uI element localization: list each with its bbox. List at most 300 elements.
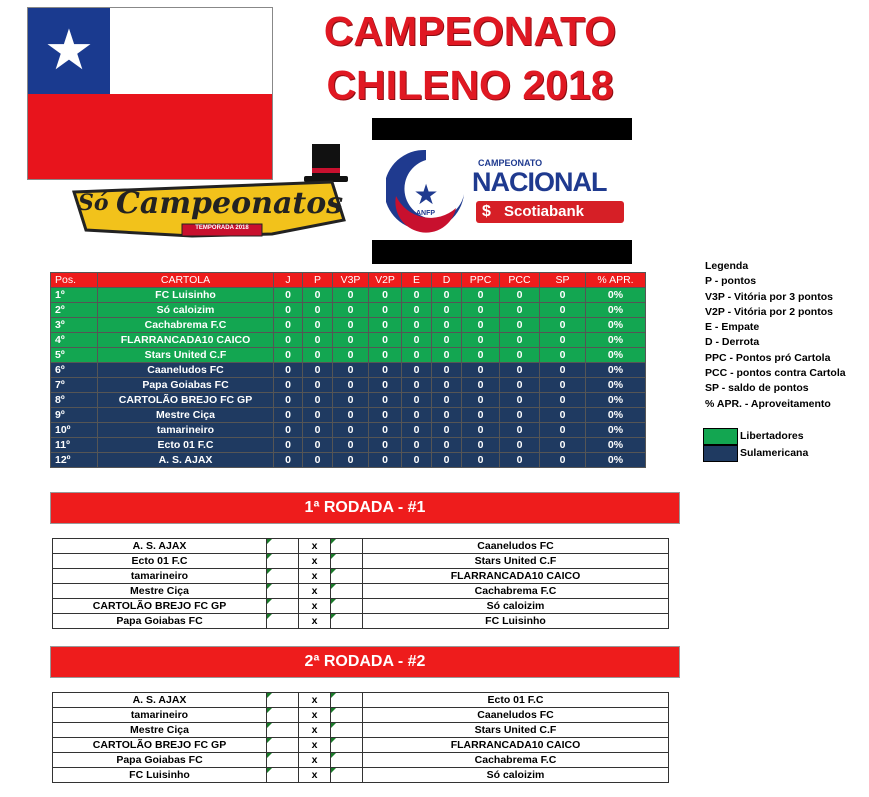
home-score-cell[interactable] [267,554,299,569]
comment-marker-icon [267,554,272,559]
anfp-emblem-icon [386,146,466,236]
cell-ppc: 0 [462,378,500,393]
cell-sp: 0 [540,423,586,438]
home-team: CARTOLÃO BREJO FC GP [53,738,267,753]
legend-item: PCC - pontos contra Cartola [705,367,846,380]
cell-v2p: 0 [369,363,402,378]
cell-pos: 10º [51,423,98,438]
cell-pcc: 0 [500,333,540,348]
cell-ppc: 0 [462,393,500,408]
logo-so-text: Só [78,190,109,216]
legend-item: V2P - Vitória por 2 pontos [705,305,833,318]
cell-apr: 0% [586,438,646,453]
cell-v2p: 0 [369,393,402,408]
page-title [300,4,640,112]
home-score-cell[interactable] [267,768,299,783]
round-1-body [53,539,669,629]
cell-ppc: 0 [462,423,500,438]
away-score-cell[interactable] [331,614,363,629]
logo-campeonatos-text: Campeonatos [116,186,344,221]
home-score-cell[interactable] [267,723,299,738]
cell-team: A. S. AJAX [98,453,274,468]
away-score-cell[interactable] [331,693,363,708]
cell-v3p: 0 [333,333,369,348]
cell-ppc: 0 [462,363,500,378]
cell-apr: 0% [586,363,646,378]
comment-marker-icon [267,768,272,773]
cell-ppc: 0 [462,333,500,348]
comment-marker-icon [267,753,272,758]
cell-p: 0 [303,333,333,348]
cell-apr: 0% [586,333,646,348]
cell-v2p: 0 [369,438,402,453]
cell-apr: 0% [586,318,646,333]
cell-d: 0 [432,393,462,408]
away-team: Cachabrema F.C [363,584,669,599]
comment-marker-icon [267,738,272,743]
cell-p: 0 [303,423,333,438]
cell-team: Stars United C.F [98,348,274,363]
cell-sp: 0 [540,393,586,408]
home-score-cell[interactable] [267,599,299,614]
cell-e: 0 [402,363,432,378]
cell-pcc: 0 [500,438,540,453]
cell-v3p: 0 [333,438,369,453]
cell-v3p: 0 [333,288,369,303]
libertadores-label: Libertadores [740,430,804,442]
cell-v2p: 0 [369,408,402,423]
standings-row [51,393,646,408]
cell-v3p: 0 [333,318,369,333]
cell-p: 0 [303,318,333,333]
standings-row [51,423,646,438]
logo-campeonato-label: CAMPEONATO [478,158,543,168]
cell-apr: 0% [586,378,646,393]
cell-pos: 8º [51,393,98,408]
round-1-games [52,538,669,629]
standings-table [50,272,646,468]
standings-row [51,378,646,393]
cell-sp: 0 [540,378,586,393]
away-score-cell[interactable] [331,584,363,599]
cell-pos: 1º [51,288,98,303]
logo-nacional-panel [372,140,632,240]
cell-j: 0 [274,408,303,423]
legend-item: P - pontos [705,275,757,288]
cell-p: 0 [303,438,333,453]
cell-sp: 0 [540,438,586,453]
cell-sp: 0 [540,333,586,348]
cell-v3p: 0 [333,453,369,468]
cell-pcc: 0 [500,408,540,423]
home-team: Papa Goiabas FC [53,614,267,629]
cell-e: 0 [402,423,432,438]
cell-d: 0 [432,438,462,453]
cell-j: 0 [274,453,303,468]
cell-pos: 12º [51,453,98,468]
cell-pcc: 0 [500,288,540,303]
standings-row [51,408,646,423]
game-row [53,708,669,723]
home-team: Papa Goiabas FC [53,753,267,768]
home-team: tamarineiro [53,708,267,723]
away-team: Só caloizim [363,768,669,783]
standings-row [51,453,646,468]
cell-team: tamarineiro [98,423,274,438]
cell-ppc: 0 [462,408,500,423]
comment-marker-icon [267,693,272,698]
cell-e: 0 [402,393,432,408]
cell-v3p: 0 [333,348,369,363]
cell-v2p: 0 [369,423,402,438]
away-team: Só caloizim [363,599,669,614]
cell-team: Só caloizim [98,303,274,318]
cell-p: 0 [303,303,333,318]
cell-pos: 9º [51,408,98,423]
vs-cell: x [299,753,331,768]
home-team: A. S. AJAX [53,693,267,708]
away-team: Caaneludos FC [363,539,669,554]
comment-marker-icon [331,554,336,559]
legend-item: D - Derrota [705,336,760,349]
cell-v2p: 0 [369,333,402,348]
legend-item: SP - saldo de pontos [705,382,809,395]
cell-v3p: 0 [333,408,369,423]
game-row [53,584,669,599]
header-cartola: CARTOLA [98,273,274,288]
cell-ppc: 0 [462,288,500,303]
standings-row [51,333,646,348]
legend-item: V3P - Vitória por 3 pontos [705,290,833,303]
header-apr: % APR. [586,273,646,288]
vs-cell: x [299,569,331,584]
cell-d: 0 [432,423,462,438]
home-score-cell[interactable] [267,584,299,599]
cell-v3p: 0 [333,393,369,408]
title-line-2: CHILENO 2018 [326,62,614,108]
cell-team: CARTOLÃO BREJO FC GP [98,393,274,408]
cell-team: Caaneludos FC [98,363,274,378]
away-team: Cachabrema F.C [363,753,669,768]
away-team: Ecto 01 F.C [363,693,669,708]
cell-team: Mestre Ciça [98,408,274,423]
campeonato-nacional-logo [372,118,632,264]
vs-cell: x [299,693,331,708]
vs-cell: x [299,614,331,629]
header-pos: Pos. [51,273,98,288]
comment-marker-icon [331,614,336,619]
header-pcc: PCC [500,273,540,288]
cell-sp: 0 [540,348,586,363]
cell-j: 0 [274,378,303,393]
cell-j: 0 [274,318,303,333]
home-score-cell[interactable] [267,693,299,708]
away-team: Stars United C.F [363,554,669,569]
cell-sp: 0 [540,303,586,318]
cell-v2p: 0 [369,453,402,468]
comment-marker-icon [331,693,336,698]
home-score-cell[interactable] [267,614,299,629]
cell-apr: 0% [586,303,646,318]
so-campeonatos-logo [72,142,352,252]
cell-pcc: 0 [500,363,540,378]
cell-e: 0 [402,378,432,393]
standings-body [51,288,646,468]
game-row [53,554,669,569]
cell-p: 0 [303,453,333,468]
comment-marker-icon [331,753,336,758]
comment-marker-icon [267,708,272,713]
cell-p: 0 [303,378,333,393]
sulamericana-swatch [703,445,738,462]
away-score-cell[interactable] [331,738,363,753]
cell-pos: 7º [51,378,98,393]
away-score-cell[interactable] [331,768,363,783]
cell-apr: 0% [586,288,646,303]
standings-row [51,303,646,318]
away-team: FLARRANCADA10 CAICO [363,569,669,584]
comment-marker-icon [267,569,272,574]
cell-sp: 0 [540,363,586,378]
libertadores-swatch [703,428,738,445]
game-row [53,539,669,554]
away-score-cell[interactable] [331,569,363,584]
cell-apr: 0% [586,348,646,363]
away-team: FLARRANCADA10 CAICO [363,738,669,753]
vs-cell: x [299,768,331,783]
home-score-cell[interactable] [267,753,299,768]
cell-team: FLARRANCADA10 CAICO [98,333,274,348]
cell-j: 0 [274,393,303,408]
cell-v2p: 0 [369,303,402,318]
cell-j: 0 [274,423,303,438]
cell-pcc: 0 [500,393,540,408]
cell-p: 0 [303,288,333,303]
cell-apr: 0% [586,408,646,423]
comment-marker-icon [331,738,336,743]
logo-temporada-badge: TEMPORADA 2018 [195,225,249,231]
comment-marker-icon [331,569,336,574]
legend [705,259,846,412]
cell-p: 0 [303,393,333,408]
vs-cell: x [299,708,331,723]
round-2-games [52,692,669,783]
cell-v3p: 0 [333,378,369,393]
cell-pcc: 0 [500,423,540,438]
cell-pos: 2º [51,303,98,318]
vs-cell: x [299,723,331,738]
vs-cell: x [299,599,331,614]
cell-j: 0 [274,288,303,303]
home-team: A. S. AJAX [53,539,267,554]
cell-v3p: 0 [333,303,369,318]
cell-e: 0 [402,408,432,423]
home-team: Mestre Ciça [53,584,267,599]
home-team: Ecto 01 F.C [53,554,267,569]
cell-pcc: 0 [500,348,540,363]
cell-pos: 3º [51,318,98,333]
sulamericana-label: Sulamericana [740,447,809,459]
comment-marker-icon [267,614,272,619]
away-team: FC Luisinho [363,614,669,629]
comment-marker-icon [331,539,336,544]
comment-marker-icon [267,584,272,589]
away-score-cell[interactable] [331,599,363,614]
comment-marker-icon [331,584,336,589]
cell-e: 0 [402,438,432,453]
header-p: P [303,273,333,288]
header-sp: SP [540,273,586,288]
home-score-cell[interactable] [267,738,299,753]
comment-marker-icon [267,599,272,604]
round-2-body [53,693,669,783]
logo-nacional-label: NACIONAL [472,167,607,197]
cell-apr: 0% [586,423,646,438]
cell-j: 0 [274,333,303,348]
star-icon: ★ [43,18,95,81]
game-row [53,768,669,783]
header-j: J [274,273,303,288]
cell-e: 0 [402,288,432,303]
cell-ppc: 0 [462,453,500,468]
legend-item: % APR. - Aproveitamento [705,397,831,410]
header-v2p: V2P [369,273,402,288]
game-row [53,569,669,584]
game-row [53,753,669,768]
home-score-cell[interactable] [267,539,299,554]
cell-sp: 0 [540,408,586,423]
cell-d: 0 [432,288,462,303]
away-score-cell[interactable] [331,753,363,768]
cell-d: 0 [432,348,462,363]
cell-j: 0 [274,363,303,378]
cell-pos: 6º [51,363,98,378]
cell-v2p: 0 [369,288,402,303]
sponsor-label: Scotiabank [504,203,585,220]
comment-marker-icon [267,723,272,728]
scotiabank-icon: $ [482,203,491,220]
cell-j: 0 [274,438,303,453]
svg-text:★: ★ [413,178,439,211]
cell-d: 0 [432,303,462,318]
game-row [53,693,669,708]
home-team: Mestre Ciça [53,723,267,738]
home-score-cell[interactable] [267,569,299,584]
cell-p: 0 [303,363,333,378]
cell-v2p: 0 [369,318,402,333]
comment-marker-icon [331,708,336,713]
cell-sp: 0 [540,318,586,333]
vs-cell: x [299,554,331,569]
game-row [53,723,669,738]
legend-item: PPC - Pontos pró Cartola [705,351,831,364]
cell-pos: 4º [51,333,98,348]
cell-p: 0 [303,408,333,423]
standings-header-row [51,273,646,288]
away-score-cell[interactable] [331,723,363,738]
cell-pcc: 0 [500,453,540,468]
cell-ppc: 0 [462,348,500,363]
header-e: E [402,273,432,288]
cell-v3p: 0 [333,423,369,438]
cell-ppc: 0 [462,438,500,453]
cell-pos: 5º [51,348,98,363]
away-score-cell[interactable] [331,539,363,554]
comment-marker-icon [331,599,336,604]
legend-title: Legenda [705,260,749,272]
cell-e: 0 [402,348,432,363]
cell-d: 0 [432,318,462,333]
cell-v3p: 0 [333,363,369,378]
standings-row [51,438,646,453]
cell-d: 0 [432,333,462,348]
away-score-cell[interactable] [331,554,363,569]
cell-j: 0 [274,348,303,363]
cell-pcc: 0 [500,378,540,393]
sponsor-badge [476,201,624,223]
game-row [53,738,669,753]
home-team: FC Luisinho [53,768,267,783]
cell-sp: 0 [540,288,586,303]
comment-marker-icon [331,768,336,773]
cell-e: 0 [402,453,432,468]
cell-v2p: 0 [369,378,402,393]
home-team: tamarineiro [53,569,267,584]
cell-team: Cachabrema F.C [98,318,274,333]
comment-marker-icon [331,723,336,728]
legend-item: E - Empate [705,321,760,334]
cell-team: Ecto 01 F.C [98,438,274,453]
cell-team: FC Luisinho [98,288,274,303]
cell-v2p: 0 [369,348,402,363]
header-v3p: V3P [333,273,369,288]
cell-pos: 11º [51,438,98,453]
header-ppc: PPC [462,273,500,288]
cell-pcc: 0 [500,303,540,318]
home-score-cell[interactable] [267,708,299,723]
vs-cell: x [299,584,331,599]
cell-apr: 0% [586,393,646,408]
cell-j: 0 [274,303,303,318]
round-2-header: 2ª RODADA - #2 [50,646,680,678]
away-team: Stars United C.F [363,723,669,738]
title-line-1: CAMPEONATO [323,8,617,54]
away-score-cell[interactable] [331,708,363,723]
cell-sp: 0 [540,453,586,468]
cell-e: 0 [402,303,432,318]
cell-e: 0 [402,318,432,333]
round-1-header: 1ª RODADA - #1 [50,492,680,524]
cell-d: 0 [432,408,462,423]
standings-row [51,318,646,333]
home-team: CARTOLÃO BREJO FC GP [53,599,267,614]
cell-ppc: 0 [462,303,500,318]
cell-d: 0 [432,363,462,378]
cell-e: 0 [402,333,432,348]
cell-team: Papa Goiabas FC [98,378,274,393]
header-d: D [432,273,462,288]
standings-row [51,288,646,303]
cell-d: 0 [432,378,462,393]
standings-row [51,348,646,363]
cell-pcc: 0 [500,318,540,333]
cell-d: 0 [432,453,462,468]
comment-marker-icon [267,539,272,544]
cell-p: 0 [303,348,333,363]
anfp-label: ANFP [416,210,436,217]
away-team: Caaneludos FC [363,708,669,723]
game-row [53,599,669,614]
